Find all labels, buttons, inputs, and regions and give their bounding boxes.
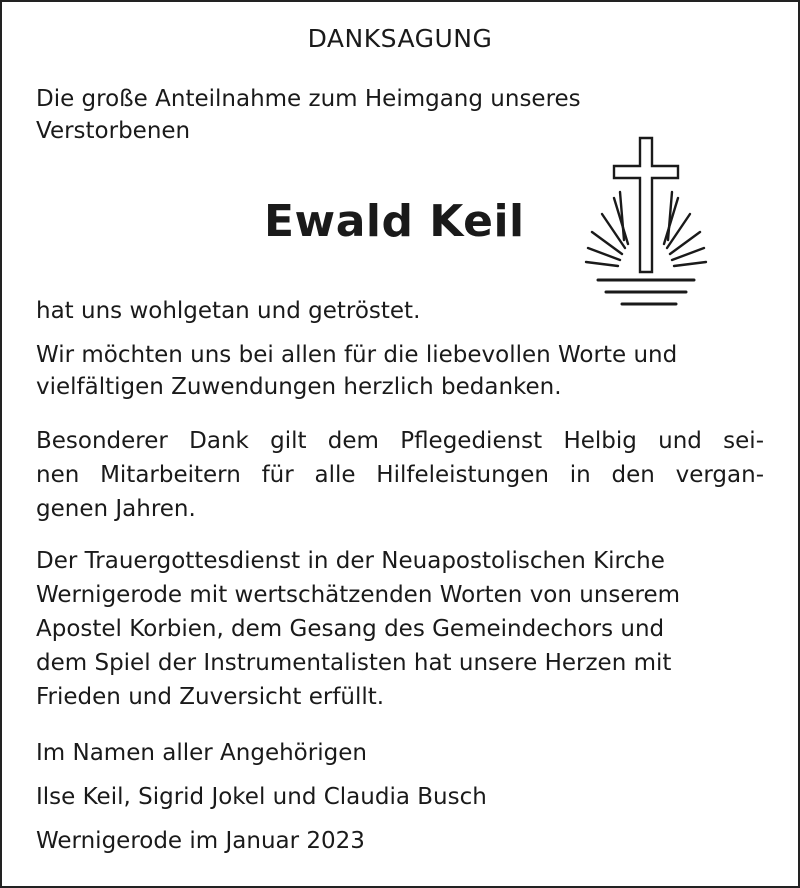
signature-place-date: Wernigerode im Januar 2023: [36, 828, 365, 854]
intro-line-2: Verstorbenen: [36, 118, 191, 144]
deceased-name: Ewald Keil: [264, 196, 525, 247]
comfort-line: hat uns wohlgetan und getröstet.: [36, 298, 421, 324]
para3-line-3: Apostel Korbien, dem Gesang des Gemeindechors und: [36, 616, 665, 642]
para2-line-3: genen Jahren.: [36, 496, 196, 522]
signature-line-1: Im Namen aller Angehörigen: [36, 740, 367, 766]
para2-line-2-text: nen Mitarbeitern für alle Hilfeleistungen in den vergan-: [36, 462, 764, 488]
para3-line-1: Der Trauergottesdienst in der Neuapostolischen Kirche: [36, 548, 665, 574]
para2-line-2: [36, 458, 764, 492]
para2-line-1: [36, 424, 764, 458]
para3-line-4: dem Spiel der Instrumentalisten hat unsere Herzen mit: [36, 650, 672, 676]
notice-title: DANKSAGUNG: [307, 24, 493, 53]
intro-line-1: Die große Anteilnahme zum Heimgang unseres: [36, 86, 581, 112]
para1-line-2: vielfältigen Zuwendungen herzlich bedanken.: [36, 374, 562, 400]
cross-with-rays-icon: [580, 134, 716, 310]
para3-line-5: Frieden und Zuversicht erfüllt.: [36, 684, 385, 710]
signature-names: Ilse Keil, Sigrid Jokel und Claudia Busch: [36, 784, 487, 810]
para3-line-2: Wernigerode mit wertschätzenden Worten von unserem: [36, 582, 681, 608]
para1-line-1: Wir möchten uns bei allen für die liebevollen Worte und: [36, 342, 678, 368]
para2-line-1-text: Besonderer Dank gilt dem Pflegedienst Helbig und sei-: [36, 428, 764, 454]
